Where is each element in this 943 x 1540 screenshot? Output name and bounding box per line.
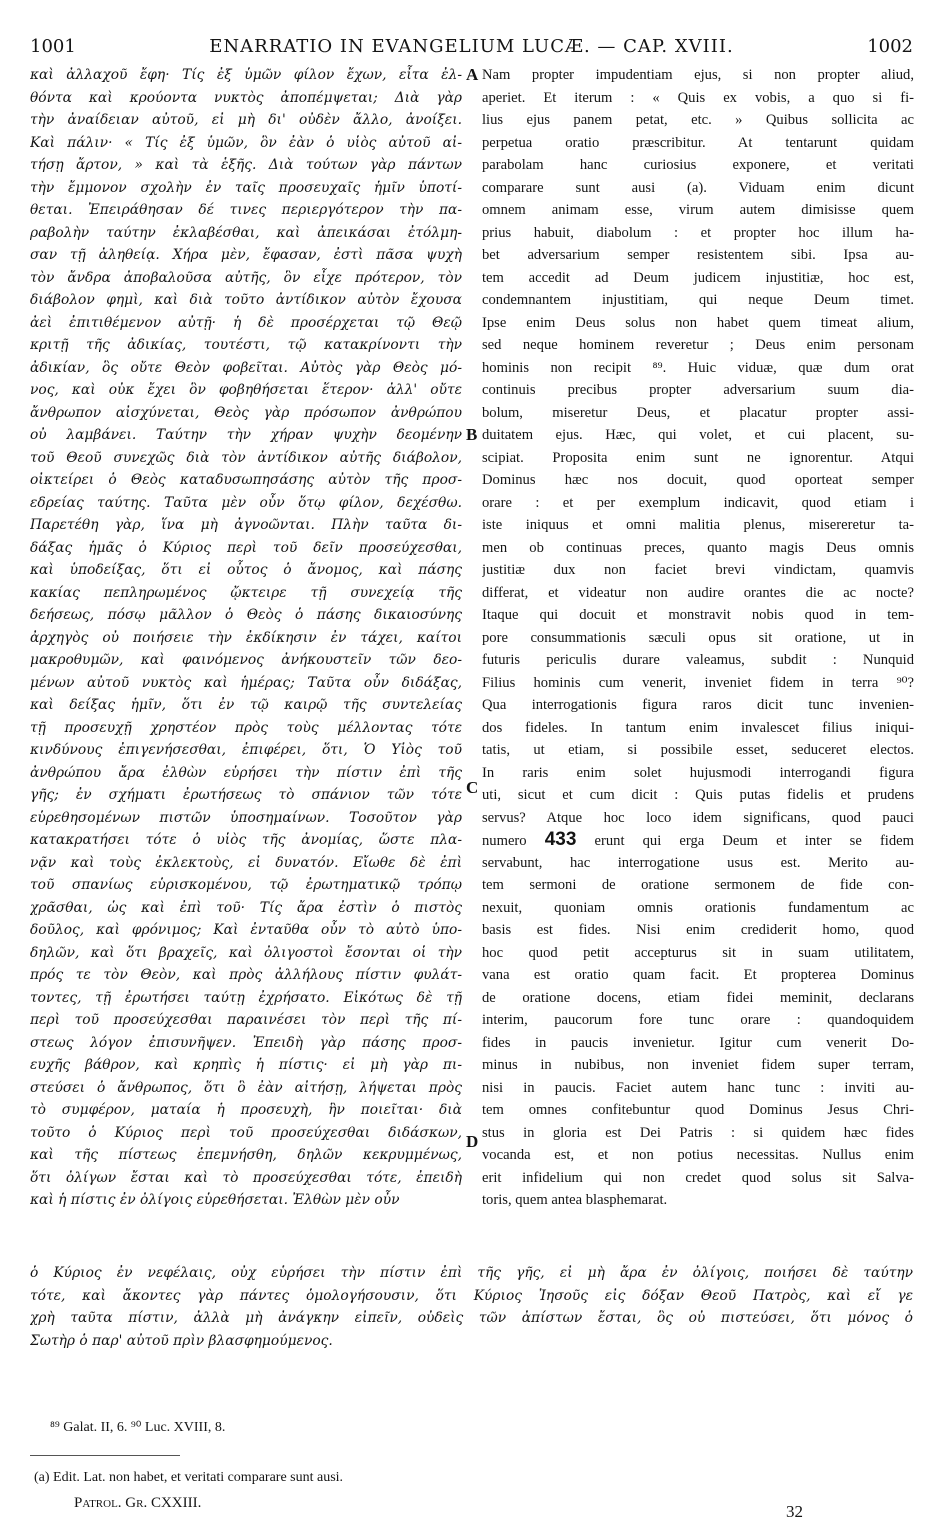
text-line: τοῦ σπανίως εὑρισκομένου, τῷ ἐρωτηματικῷ τρόπῳ <box>30 877 462 893</box>
page-number-right: 1002 <box>867 36 913 57</box>
text-line: καὶ ἡ πίστις ἐν ὀλίγοις εὑρεθήσεται. Ἐλθὼν μὲν οὖν <box>30 1192 400 1208</box>
text-line: lius ejus panem petat, etc. » Quibus sollicita ac <box>482 112 914 128</box>
footnote-rule <box>30 1455 180 1456</box>
line-fragment: numero <box>482 833 545 849</box>
margin-marker-a: A <box>466 65 479 84</box>
text-line: stus in gloria est Dei Patris : si quidem hæc fides <box>482 1124 914 1141</box>
text-line: bolum, miseretur Deus, et placatur propter assi- <box>482 404 914 421</box>
text-line: servus? Atque hoc loco idem significans, quod pauci <box>482 809 914 826</box>
text-line: τοντες, τῇ ἐρωτήσει ταύτῃ ἐχρήσατο. Εἰκότως δὲ τῇ <box>30 989 462 1006</box>
line-fragment: erunt qui erga Deum et inter se fidem <box>576 833 914 849</box>
greek-fullwidth-block <box>30 1262 913 1352</box>
text-line: Παρετέθη γὰρ, ἵνα μὴ ἀγνοῶνται. Πλὴν ταῦτα δι- <box>30 517 462 533</box>
text-line <box>482 829 914 852</box>
footnotes: ⁸⁹ Galat. II, 6. ⁹⁰ Luc. XVIII, 8. <box>50 1420 226 1435</box>
text-line: duitatem ejus. Hæc, qui volet, et cui placent, su- <box>482 427 914 443</box>
editorial-note: (a) Edit. Lat. non habet, et veritati comparare sunt ausi. <box>34 1470 344 1485</box>
text-line: τότε, καὶ ἄκοντες γὰρ πάντες ὁμολογήσουσιν, ὅτι Κύριος Ἰησοῦς εἰς δόξαν Θεοῦ Πατρὸς, καὶ εἴ γε <box>30 1287 913 1304</box>
text-line: sed neque hominem reveretur ; Deus enim personam <box>482 337 914 353</box>
text-line: parabolam hanc curiosius exponere, et veritati <box>482 157 914 173</box>
text-line: ἀνθρώπου ἄρα ἐλθὼν εὑρήσει τὴν πίστιν ἐπὶ τῆς <box>30 764 462 781</box>
text-line: orare : et per exemplum indicavit, quod etiam i <box>482 494 914 511</box>
text-line: δηλῶν, καὶ ὅτι βραχεῖς, καὶ ὀλιγοστοὶ ἔσονται οἱ τὴν <box>30 944 462 961</box>
text-line: tem accedit ad Deum judicem injustitiæ, hoc est, <box>482 269 914 286</box>
text-line: τὸν ἄνδρα ἀποβαλοῦσα αὐτῆς, ὃν εἶχε πρότερον, τὸν <box>30 269 462 286</box>
text-line: στεως λόγον ἐπισυνῆψεν. Ἐπειδὴ γὰρ πάσης προσ- <box>30 1034 462 1051</box>
text-line: tatis, ut etiam, si possibile esset, seduceret electos. <box>482 742 914 758</box>
text-line: χρᾶσθαι, ὡς καὶ ἐπὶ τοῦ· Τίς ἄρα ἐστὶν ὁ πιστὸς <box>30 899 462 916</box>
patrologia-volume: Patrol. Gr. CXXIII. <box>74 1495 202 1511</box>
text-line: χρὴ ταῦτα πίστιν, ἀλλὰ μὴ ἀνάγκην εἰπεῖν, οὐδεὶς τῶν ἀπίστων ἔσται, ὃς οὐ πιστεύσει, ὅτι μόνος ὁ <box>30 1310 913 1326</box>
signature-mark: 32 <box>786 1502 803 1521</box>
margin-marker-c: C <box>466 778 479 797</box>
original-page-number: 433 <box>544 829 577 850</box>
text-line: δοῦλος, καὶ φρόνιμος; Καὶ ἐνταῦθα οὖν τὸ αὐτὸ ὑπο- <box>30 922 462 938</box>
running-title: ENARRATIO IN EVANGELIUM LUCÆ. — CAP. XVIII. <box>209 36 734 57</box>
text-line: tem sermoni de oratione sermonem de fide con- <box>482 877 914 893</box>
text-line: interim, paucorum fore tunc orare : quandoquidem <box>482 1012 914 1028</box>
text-line: Σωτὴρ ὁ παρ' αὐτοῦ πρὶν βλασφημούμενος. <box>30 1332 333 1349</box>
text-line: aperiet. Et iterum : « Quis ex vobis, a quo si fi- <box>482 89 914 106</box>
text-line: τὴν ἔμμονον σχολὴν ἐν ταῖς προσευχαῖς ἡμῖν ὑποτί- <box>30 179 462 196</box>
text-line: γῆς; ἐν σχήματι ἐρωτήσεως τὸ σπάνιον τῶν τότε <box>30 787 462 803</box>
text-line: σαν τῇ ἀληθείᾳ. Χήρα μὲν, ἔφασαν, ἐστὶ πᾶσα ψυχὴ <box>30 247 462 263</box>
text-line: τῇ προσευχῇ χρηστέον πρὸς τοὺς μέλλοντας τότε <box>30 719 462 736</box>
text-line: ραβολὴν ταύτην ἐκλαβέσθαι, καὶ ἀπεικάσαι ἐτόλμη- <box>30 224 462 241</box>
text-line: θεται. Ἐπειράθησαν δέ τινες περιεργότερον τὴν πα- <box>30 202 462 218</box>
text-line: perpetua oratio præscribitur. At tentarunt quidam <box>482 134 914 151</box>
text-line: περὶ τοῦ προσεύχεσθαι παραινέσει τὸν περὶ τῆς πί- <box>30 1012 462 1028</box>
text-line: iste iniquus et omni malitia plenus, misereretur ta- <box>482 517 914 533</box>
text-line: τοῦτο ὁ Κύριος περὶ τοῦ προσεύχεσθαι διδάσκων, <box>30 1124 462 1141</box>
text-line: bet adversarium semper resistentem sibi. Ipsa au- <box>482 247 914 263</box>
latin-column <box>482 64 914 1212</box>
text-line: Ipse enim Deus solus non habet quem timeat alium, <box>482 314 914 331</box>
text-line: differat, et videatur non audire orantes die ac nocte? <box>482 584 914 601</box>
text-line: δάξας ἡμᾶς ὁ Κύριος περὶ τοῦ δεῖν προσεύχεσθαι, <box>30 539 462 556</box>
text-line: διάβολον φημὶ, καὶ διὰ τοῦτο ἀντίδικον αὐτὸν ἔχουσα <box>30 292 462 308</box>
page-number-left: 1001 <box>30 36 76 57</box>
text-line: hominis non recipit ⁸⁹. Huic viduæ, quæ dum orat <box>482 359 914 376</box>
text-line: καὶ ἀλλαχοῦ ἔφη· Τίς ἐξ ὑμῶν φίλον ἔχων, εἶτα ἐλ- <box>30 67 462 83</box>
text-line: μακροθυμῶν, καὶ φαινόμενος ἀνήκουστεῖν τῶν δεο- <box>30 652 462 668</box>
text-line: πρός τε τὸν Θεὸν, καὶ πρὸς ἀλλήλους πίστιν φυλάτ- <box>30 967 462 983</box>
text-line: de oratione docens, etiam fidei meminit, declarans <box>482 989 914 1006</box>
text-line: nisi in paucis. Faciet autem hanc tunc : inviti au- <box>482 1079 914 1096</box>
text-line: ἄνθρωπον αἰσχύνεται, Θεὸς γὰρ πρόσωπον ἀνθρώπου <box>30 404 462 421</box>
text-line: ὅτι ὀλίγων ἔσται καὶ τὸ προσεύχεσθαι τότε, ἐπειδὴ <box>30 1169 462 1186</box>
text-line: Καὶ πάλιν· « Τίς ἐξ ὑμῶν, ὃν ἐὰν ὁ υἱὸς αὐτοῦ αἰ- <box>30 134 462 151</box>
text-line: hoc quod petit accepturus sit in suam utilitatem, <box>482 944 914 961</box>
text-line: pore consummationis sæculi opus sit oratione, ut in <box>482 629 914 646</box>
text-line: minus in nubibus, non inveniet fidem super terram, <box>482 1057 914 1073</box>
text-line: ὁ Κύριος ἐν νεφέλαις, οὐχ εὑρήσει τὴν πίστιν ἐπὶ τῆς γῆς, εἰ μὴ ἄρα ἐν ὀλίγοις, ποιήσει δὲ ταύτην <box>30 1265 913 1281</box>
text-line: κακίας πεπληρωμένος ᾤκτειρε τῇ συνεχείᾳ τῆς <box>30 584 462 601</box>
text-line: ἀεὶ ἐπιτιθέμενον αὐτῇ· ἡ δὲ προσέρχεται τῷ Θεῷ <box>30 314 462 331</box>
margin-marker-b: B <box>466 425 478 444</box>
text-line: θόντα καὶ κρούοντα νυκτὸς ἀποπέμψεται; Διὰ γὰρ <box>30 89 462 106</box>
text-line: toris, quem antea blasphemarat. <box>482 1192 668 1208</box>
text-line: Qua interrogationis figura raros dicit tunc invenien- <box>482 697 914 713</box>
text-line: εδρείας ταύτης. Ταῦτα μὲν οὖν ὅτῳ φίλον, δεχέσθω. <box>30 494 462 511</box>
text-line: ἀρχηγὸς οὐ ποιήσειε τὴν ἐκδίκησιν ἐν τάχει, καίτοι <box>30 629 462 646</box>
text-line: νᾷν καὶ τοὺς ἐκλεκτοὺς, εἰ δυνατόν. Εἴωθε δὲ ἐπὶ <box>30 854 462 871</box>
text-line: καὶ ὑποδείξας, ὅτι εἰ οὗτος ὁ ἄνομος, καὶ πάσης <box>30 562 462 578</box>
text-line: basis est fides. Nisi enim crediderit homo, quod <box>482 922 914 938</box>
text-line: justitiæ dux non faciet brevi vindictam, quamvis <box>482 562 914 578</box>
text-line: καὶ τῆς πίστεως ἐπεμνήσθη, δηλῶν κεκρυμμένως, <box>30 1147 462 1163</box>
running-header <box>30 36 913 62</box>
text-line: In raris enim solet hujusmodi interrogandi figura <box>482 764 914 781</box>
text-line: Nam propter impudentiam ejus, si non propter aliud, <box>482 67 914 83</box>
text-line: omnem animam esse, virum autem dimisisse quem <box>482 202 914 218</box>
text-line: τήσῃ ἄρτον, » καὶ τὰ ἑξῆς. Διὰ τούτων γὰρ πάντων <box>30 157 462 173</box>
text-line: Filius hominis cum venerit, inveniet fidem in terra ⁹⁰? <box>482 674 914 691</box>
text-line: prius habuit, diabolum : et propter hoc illum ha- <box>482 224 914 241</box>
text-line: Itaque qui docuit et monstravit nobis quod in tem- <box>482 607 914 623</box>
text-line: ἀδικίαν, ὃς οὔτε Θεὸν φοβεῖται. Αὐτὸς γὰρ Θεὸς μό- <box>30 359 462 376</box>
text-line: erit infidelium qui non credet quod solus sit Salva- <box>482 1169 914 1186</box>
text-line: οἰκτείρει ὁ Θεὸς καταδυσωπησάσης αὐτὸν τῆς προσ- <box>30 472 462 488</box>
greek-column <box>30 64 462 1212</box>
text-line: fides in paucis invenietur. Igitur cum venerit Do- <box>482 1034 914 1051</box>
text-line: μένων αὐτοῦ νυκτὸς καὶ ἡμέρας; Ταῦτα οὖν διδάξας, <box>30 674 462 691</box>
text-line: τὸ συμφέρον, ματαία ἡ προσευχὴ, ἣν ποιεῖται· διὰ <box>30 1102 462 1118</box>
text-line: καὶ δείξας ἡμῖν, ὅτι ἐν τῷ καιρῷ τῆς συντελείας <box>30 697 462 713</box>
text-line: δεήσεως, πόσῳ μᾶλλον ὁ Θεὸς ὁ πάσης δικαιοσύνης <box>30 607 462 623</box>
text-line: uti, sicut et cum dicit : Quis putas fidelis et prudens <box>482 787 914 803</box>
text-line: vocanda est, et non potius necessitas. Nullus enim <box>482 1147 914 1163</box>
text-line: scipiat. Proposita enim sunt ne ignorentur. Atqui <box>482 449 914 466</box>
text-line: nexuit, quoniam omnis orationis fundamentum ac <box>482 899 914 916</box>
text-line: κατακρατήσει τότε ὁ υἱὸς τῆς ἀνομίας, ὥστε πλα- <box>30 832 462 848</box>
text-line: ευχῆς βάθρον, καὶ κρηπὶς ἡ πίστις· εἰ μὴ γὰρ πι- <box>30 1057 462 1073</box>
text-line: men ob continuas preces, quanto magis Deus omnis <box>482 539 914 556</box>
text-line: τοῦ Θεοῦ συνεχῶς διὰ τὸν ἀντίδικον αὐτῆς διάβολον, <box>30 449 462 466</box>
text-line: τὴν ἀναίδειαν αὐτοῦ, εἰ μὴ δι' οὐδὲν ἄλλο, ἀνοίξει. <box>30 112 462 128</box>
text-line: futuris periculis durare valeamus, subdit : Nunquid <box>482 652 914 668</box>
text-line: tem omnes confitebuntur quod Dominus Jesus Chri- <box>482 1102 914 1118</box>
text-line: continuis precibus propter adversarium suum dia- <box>482 382 914 398</box>
margin-marker-d: D <box>466 1132 479 1151</box>
text-line: κριτῇ τῆς ἀδικίας, τουτέστι, τῷ κατακρίνοντι τὴν <box>30 337 462 353</box>
text-line: νος, καὶ οὐκ ἔχει ὃν φοβηθήσεται ἕτερον· ἀλλ' οὔτε <box>30 382 462 398</box>
text-line: Dominus hæc nos docuit, quod oporteat semper <box>482 472 914 488</box>
text-line: dos fideles. In tantum enim invalescet filius iniqui- <box>482 719 914 736</box>
text-line: condemnantem injustitiam, qui neque Deum timet. <box>482 292 914 308</box>
text-line: comparare sunt ausi (a). Viduam enim dicunt <box>482 179 914 196</box>
text-line: servabunt, hac interrogatione usus est. Merito au- <box>482 854 914 871</box>
text-line: κινδύνους ἐπιγενήσεσθαι, ἐπιφέρει, ὅτι, Ὁ Υἱὸς τοῦ <box>30 742 462 758</box>
text-line: οὐ λαμβάνει. Ταύτην τὴν χήραν ψυχὴν δεομένην <box>30 427 462 443</box>
text-line: vana est oratio quam facit. Et propterea Dominus <box>482 967 914 983</box>
text-line: στεύσει ὁ ἄνθρωπος, ὅτι ὃ ἐὰν αἰτήσῃ, λήψεται πρὸς <box>30 1079 462 1096</box>
text-line: εὑρεθησομένων πιστῶν ὑποσημαίνων. Τοσοῦτον γὰρ <box>30 809 462 826</box>
